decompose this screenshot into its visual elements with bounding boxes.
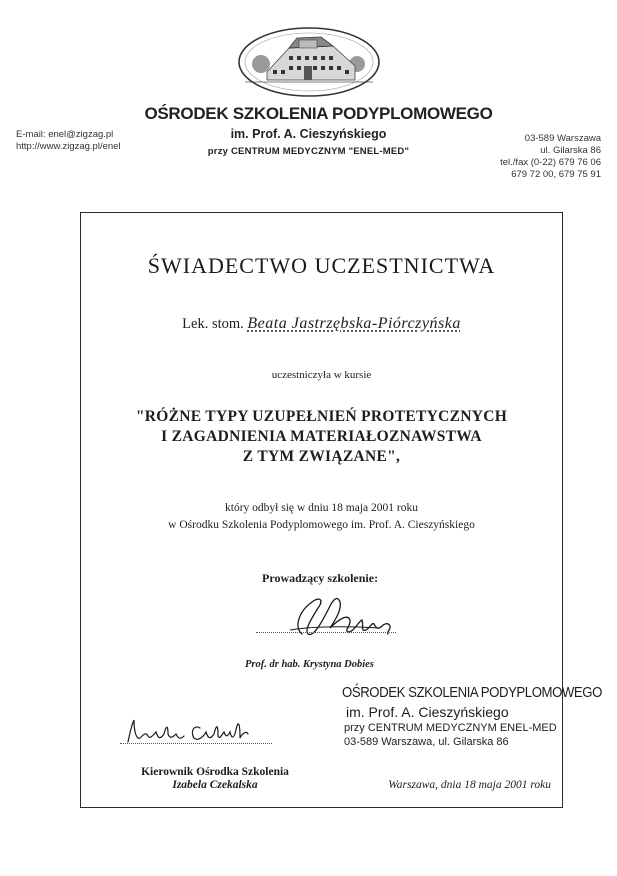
stamp-line-1: OŚRODEK SZKOLENIA PODYPLOMOWEGO	[342, 684, 602, 701]
course-title-line-1: "RÓŻNE TYPY UZUPEŁNIEŃ PROTETYCZNYCH	[135, 408, 508, 425]
contact-right	[500, 133, 601, 181]
lecturer-signature	[284, 588, 404, 644]
participant-line	[80, 315, 563, 333]
website-text: http://www.zigzag.pl/enel	[16, 141, 121, 152]
stamp-line-4: 03-589 Warszawa, ul. Gilarska 86	[344, 736, 509, 748]
course-held-line-1: który odbył się w dniu 18 maja 2001 roku	[225, 502, 418, 514]
director-signature-line	[120, 743, 272, 744]
course-title-line-3: Z TYM ZWIĄZANE",	[242, 448, 401, 465]
stamp-line-2: im. Prof. A. Cieszyńskiego	[346, 704, 509, 720]
director-name: Izabela Czekalska	[172, 779, 258, 791]
participant-title-prefix: Lek. stom.	[182, 316, 244, 332]
email-text: E-mail: enel@zigzag.pl	[16, 129, 114, 140]
course-held-text	[80, 500, 563, 534]
org-affiliation: przy CENTRUM MEDYCZNYM "ENEL-MED"	[207, 146, 410, 157]
org-name: OŚRODEK SZKOLENIA PODYPLOMOWEGO	[144, 104, 493, 123]
place-and-date: Warszawa, dnia 18 maja 2001 roku	[388, 779, 551, 791]
course-held-line-2: w Ośrodku Szkolenia Podyplomowego im. Prof. A. Cieszyńskiego	[168, 519, 475, 531]
institution-stamp	[336, 684, 602, 748]
certificate-title: ŚWIADECTWO UCZESTNICTWA	[147, 253, 496, 278]
course-title	[80, 407, 563, 467]
director-label: Kierownik Ośrodka Szkolenia	[141, 766, 289, 778]
phone-other: 679 72 00, 679 75 91	[511, 169, 601, 180]
attended-text: uczestniczyła w kursie	[271, 369, 372, 381]
contact-left	[16, 129, 121, 153]
building-logo	[237, 26, 381, 98]
course-title-line-2: I ZAGADNIENIA MATERIAŁOZNAWSTWA	[161, 428, 482, 445]
participant-name: Beata Jastrzębska-Piórczyńska	[247, 315, 461, 332]
stamp-line-3: przy CENTRUM MEDYCZNYM ENEL-MED	[344, 722, 557, 734]
org-subtitle: im. Prof. A. Cieszyńskiego	[230, 127, 387, 141]
address-city: 03-589 Warszawa	[524, 133, 601, 144]
phone-fax: tel./fax (0-22) 679 76 06	[500, 157, 601, 168]
address-street: ul. Gilarska 86	[540, 145, 601, 156]
lecturer-label: Prowadzący szkolenie:	[262, 571, 379, 585]
lecturer-signature-line	[256, 632, 396, 633]
lecturer-name: Prof. dr hab. Krystyna Dobies	[245, 659, 374, 670]
